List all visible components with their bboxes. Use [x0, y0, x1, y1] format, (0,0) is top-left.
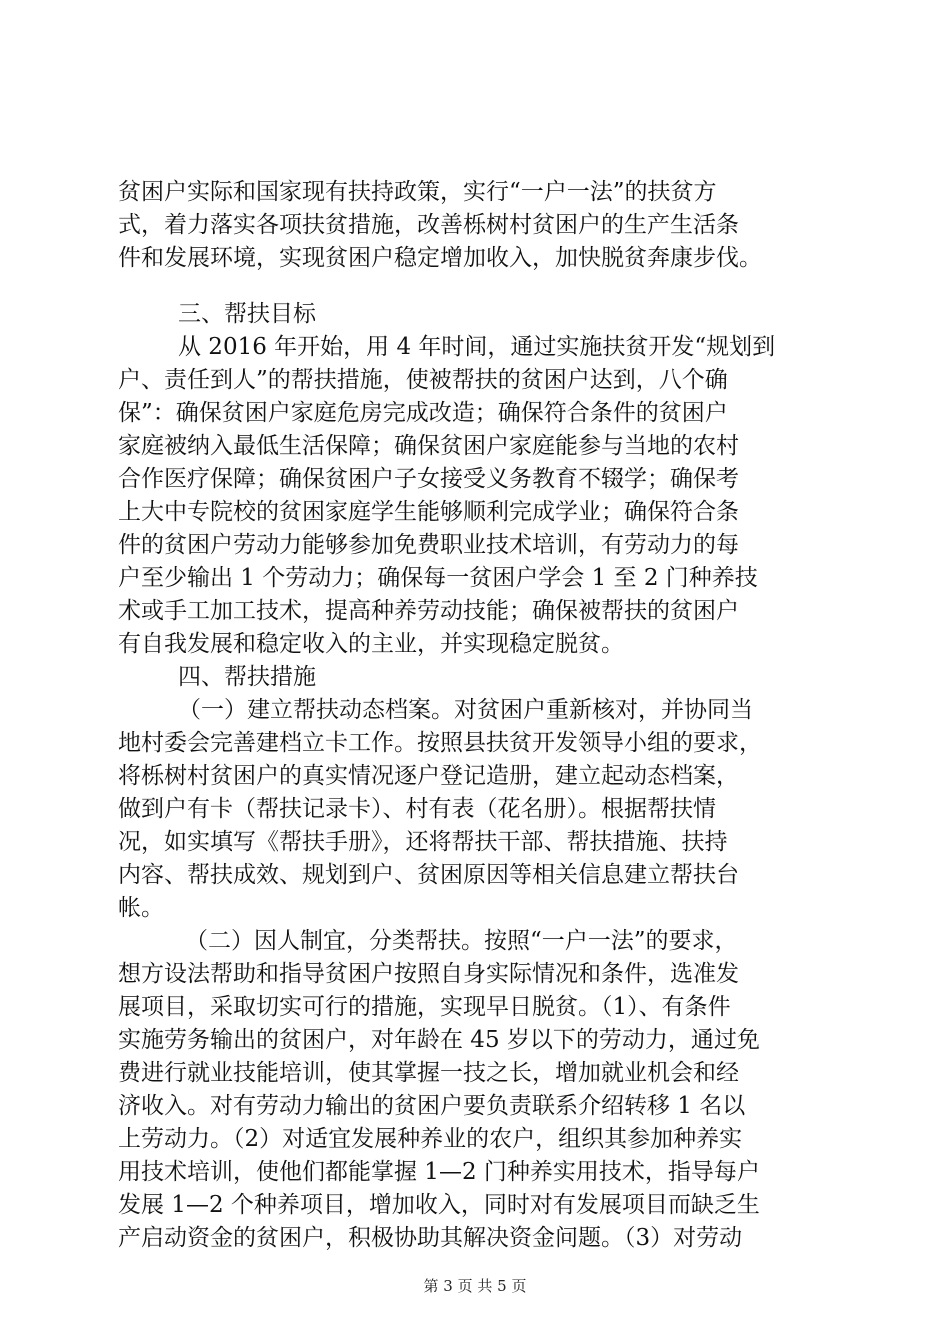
body-line: 用技术培训，使他们都能掌握 1—2 门种养实用技术，指导每户 [118, 1159, 760, 1185]
body-line: 想方设法帮助和指导贫困户按照自身实际情况和条件，选准发 [118, 961, 739, 987]
body-line: 件和发展环境，实现贫困户稳定增加收入，加快脱贫奔康步伐。 [118, 245, 762, 271]
body-line: 术或手工加工技术，提高种养劳动技能；确保被帮扶的贫困户 [118, 598, 739, 624]
body-line: 发展 1—2 个种养项目，增加收入，同时对有发展项目而缺乏生 [118, 1192, 760, 1218]
section-heading-measures: 四、帮扶措施 [178, 664, 316, 690]
body-line: 有自我发展和稳定收入的主业，并实现稳定脱贫。 [118, 631, 624, 657]
body-line: 合作医疗保障；确保贫困户子女接受义务教育不辍学；确保考 [118, 466, 739, 492]
body-line: 产启动资金的贫困户，积极协助其解决资金问题。（3）对劳动 [118, 1225, 743, 1251]
body-line: 做到户有卡（帮扶记录卡）、村有表（花名册）。根据帮扶情 [118, 796, 716, 822]
body-line: 件的贫困户劳动力能够参加免费职业技术培训，有劳动力的每 [118, 532, 739, 558]
body-line: 展项目，采取切实可行的措施，实现早日脱贫。（1）、有条件 [118, 994, 731, 1020]
body-line: 况，如实填写《帮扶手册》，还将帮扶干部、帮扶措施、扶持 [118, 829, 728, 855]
body-line: 济收入。对有劳动力输出的贫困户要负责联系介绍转移 1 名以 [118, 1093, 746, 1119]
body-line: 保”：确保贫困户家庭危房完成改造；确保符合条件的贫困户 [118, 400, 728, 426]
body-line: 将栎树村贫困户的真实情况逐户登记造册，建立起动态档案， [118, 763, 739, 789]
body-line: 费进行就业技能培训，使其掌握一技之长，增加就业机会和经 [118, 1060, 739, 1086]
body-line: 家庭被纳入最低生活保障；确保贫困户家庭能参与当地的农村 [118, 433, 739, 459]
body-line: 内容、帮扶成效、规划到户、贫困原因等相关信息建立帮扶台 [118, 862, 739, 888]
body-line: 户、责任到人”的帮扶措施，使被帮扶的贫困户达到，八个确 [118, 367, 728, 393]
body-line: 上劳动力。（2）对适宜发展种养业的农户，组织其参加种养实 [118, 1126, 743, 1152]
body-line: （一）建立帮扶动态档案。对贫困户重新核对，并协同当 [178, 697, 753, 723]
body-line: 地村委会完善建档立卡工作。按照县扶贫开发领导小组的要求， [118, 730, 762, 756]
body-line: 式，着力落实各项扶贫措施，改善栎树村贫困户的生产生活条 [118, 212, 739, 238]
body-line: 从 2016 年开始，用 4 年时间，通过实施扶贫开发“规划到 [178, 334, 776, 360]
page-number-footer: 第 3 页 共 5 页 [423, 1277, 527, 1295]
body-line: 户至少输出 1 个劳动力；确保每一贫困户学会 1 至 2 门种养技 [118, 565, 758, 591]
body-line: 实施劳务输出的贫困户，对年龄在 45 岁以下的劳动力，通过免 [118, 1027, 760, 1053]
body-line: 上大中专院校的贫困家庭学生能够顺利完成学业；确保符合条 [118, 499, 739, 525]
body-line: 贫困户实际和国家现有扶持政策，实行“一户一法”的扶贫方 [118, 179, 717, 205]
section-heading-goals: 三、帮扶目标 [178, 301, 316, 327]
body-line: （二）因人制宜，分类帮扶。按照“一户一法”的要求， [185, 928, 738, 954]
body-line: 帐。 [118, 895, 164, 921]
